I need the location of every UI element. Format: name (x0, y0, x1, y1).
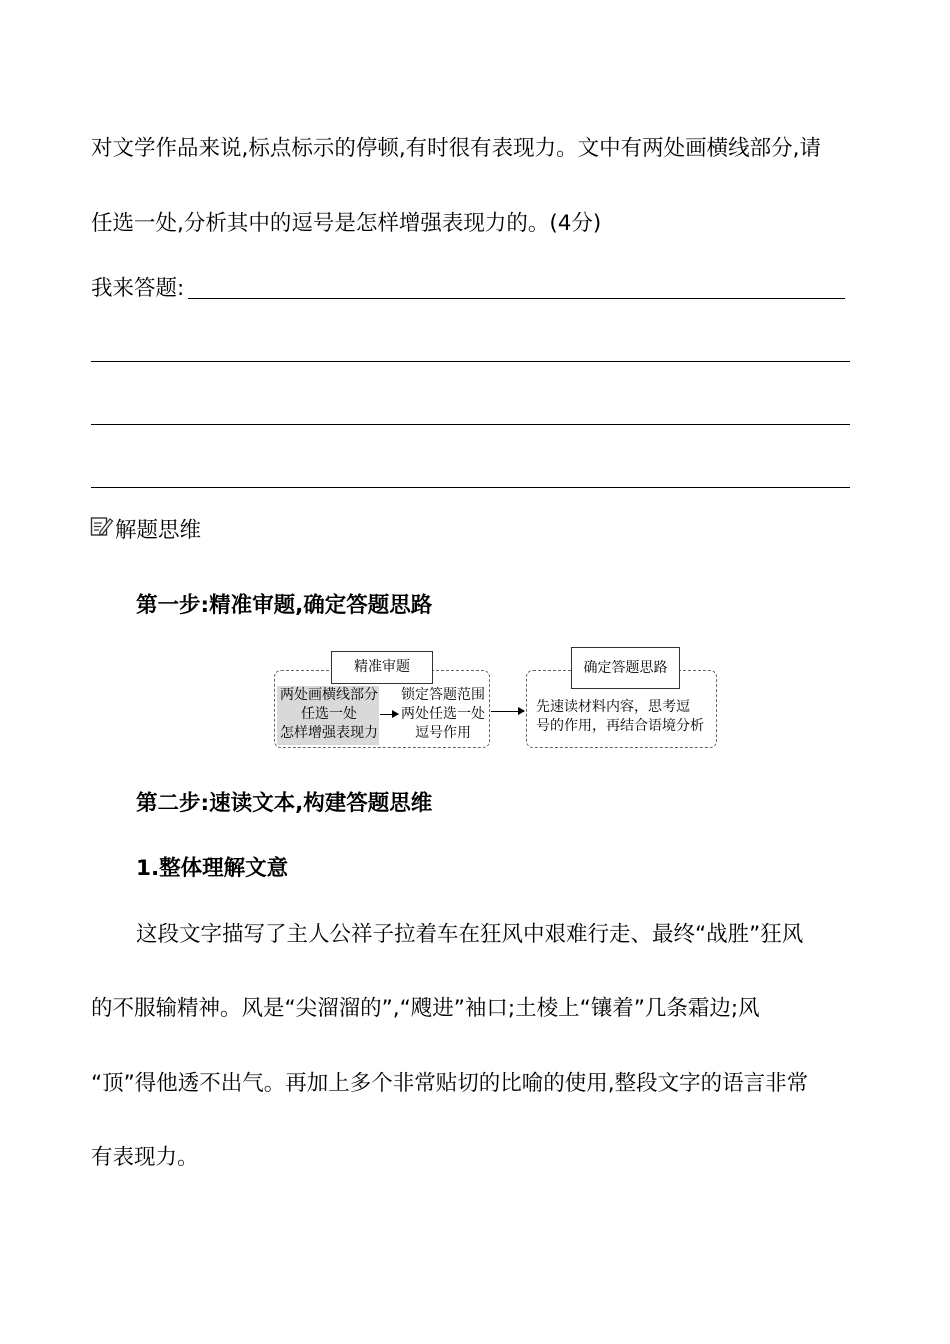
answer-label: 我来答题: (91, 276, 185, 301)
paragraph-line-1: 这段文字描写了主人公祥子拉着车在狂风中艰难行走、最终“战胜”狂风 (136, 922, 804, 947)
diagram-box2-title: 确定答题思路 (571, 647, 680, 689)
step1-title: 第一步:精准审题,确定答题思路 (136, 593, 433, 618)
answer-line-1[interactable] (188, 298, 845, 299)
diagram-right-line-3: 逗号作用 (415, 725, 471, 741)
diagram-left-line-3: 怎样增强表现力 (280, 725, 378, 741)
diagram-box2-line-2: 号的作用，再结合语境分析 (536, 718, 704, 734)
diagram-box2-line-1: 先速读材料内容，思考逗 (536, 699, 690, 715)
paragraph-line-2: 的不服输精神。风是“尖溜溜的”,“飕进”袖口;土棱上“镶着”几条霜边;风 (91, 996, 760, 1021)
diagram-arrow-1 (380, 714, 398, 715)
diagram-right-line-2: 两处任选一处 (401, 706, 485, 722)
diagram-box1-title: 精准审题 (331, 651, 433, 684)
paragraph-line-3: “顶”得他透不出气。再加上多个非常贴切的比喻的使用,整段文字的语言非常 (91, 1071, 809, 1096)
question-line-2: 任选一处,分析其中的逗号是怎样增强表现力的。(4分) (91, 211, 602, 236)
diagram-arrow-2 (491, 711, 524, 712)
paragraph-line-4: 有表现力。 (91, 1145, 199, 1170)
step2-subtitle-1: 1.整体理解文意 (136, 856, 289, 881)
diagram-left-line-2: 任选一处 (301, 706, 357, 722)
diagram-left-line-1: 两处画横线部分 (280, 687, 378, 703)
diagram-right-line-1: 锁定答题范围 (401, 687, 485, 703)
answer-line-2[interactable] (91, 361, 850, 362)
thinking-title: 解题思维 (115, 518, 202, 543)
step2-title: 第二步:速读文本,构建答题思维 (136, 791, 433, 816)
question-line-1: 对文学作品来说,标点标示的停顿,有时很有表现力。文中有两处画横线部分,请 (91, 136, 822, 161)
edit-note-icon (90, 515, 114, 539)
answer-line-4[interactable] (91, 487, 850, 488)
answer-line-3[interactable] (91, 424, 850, 425)
